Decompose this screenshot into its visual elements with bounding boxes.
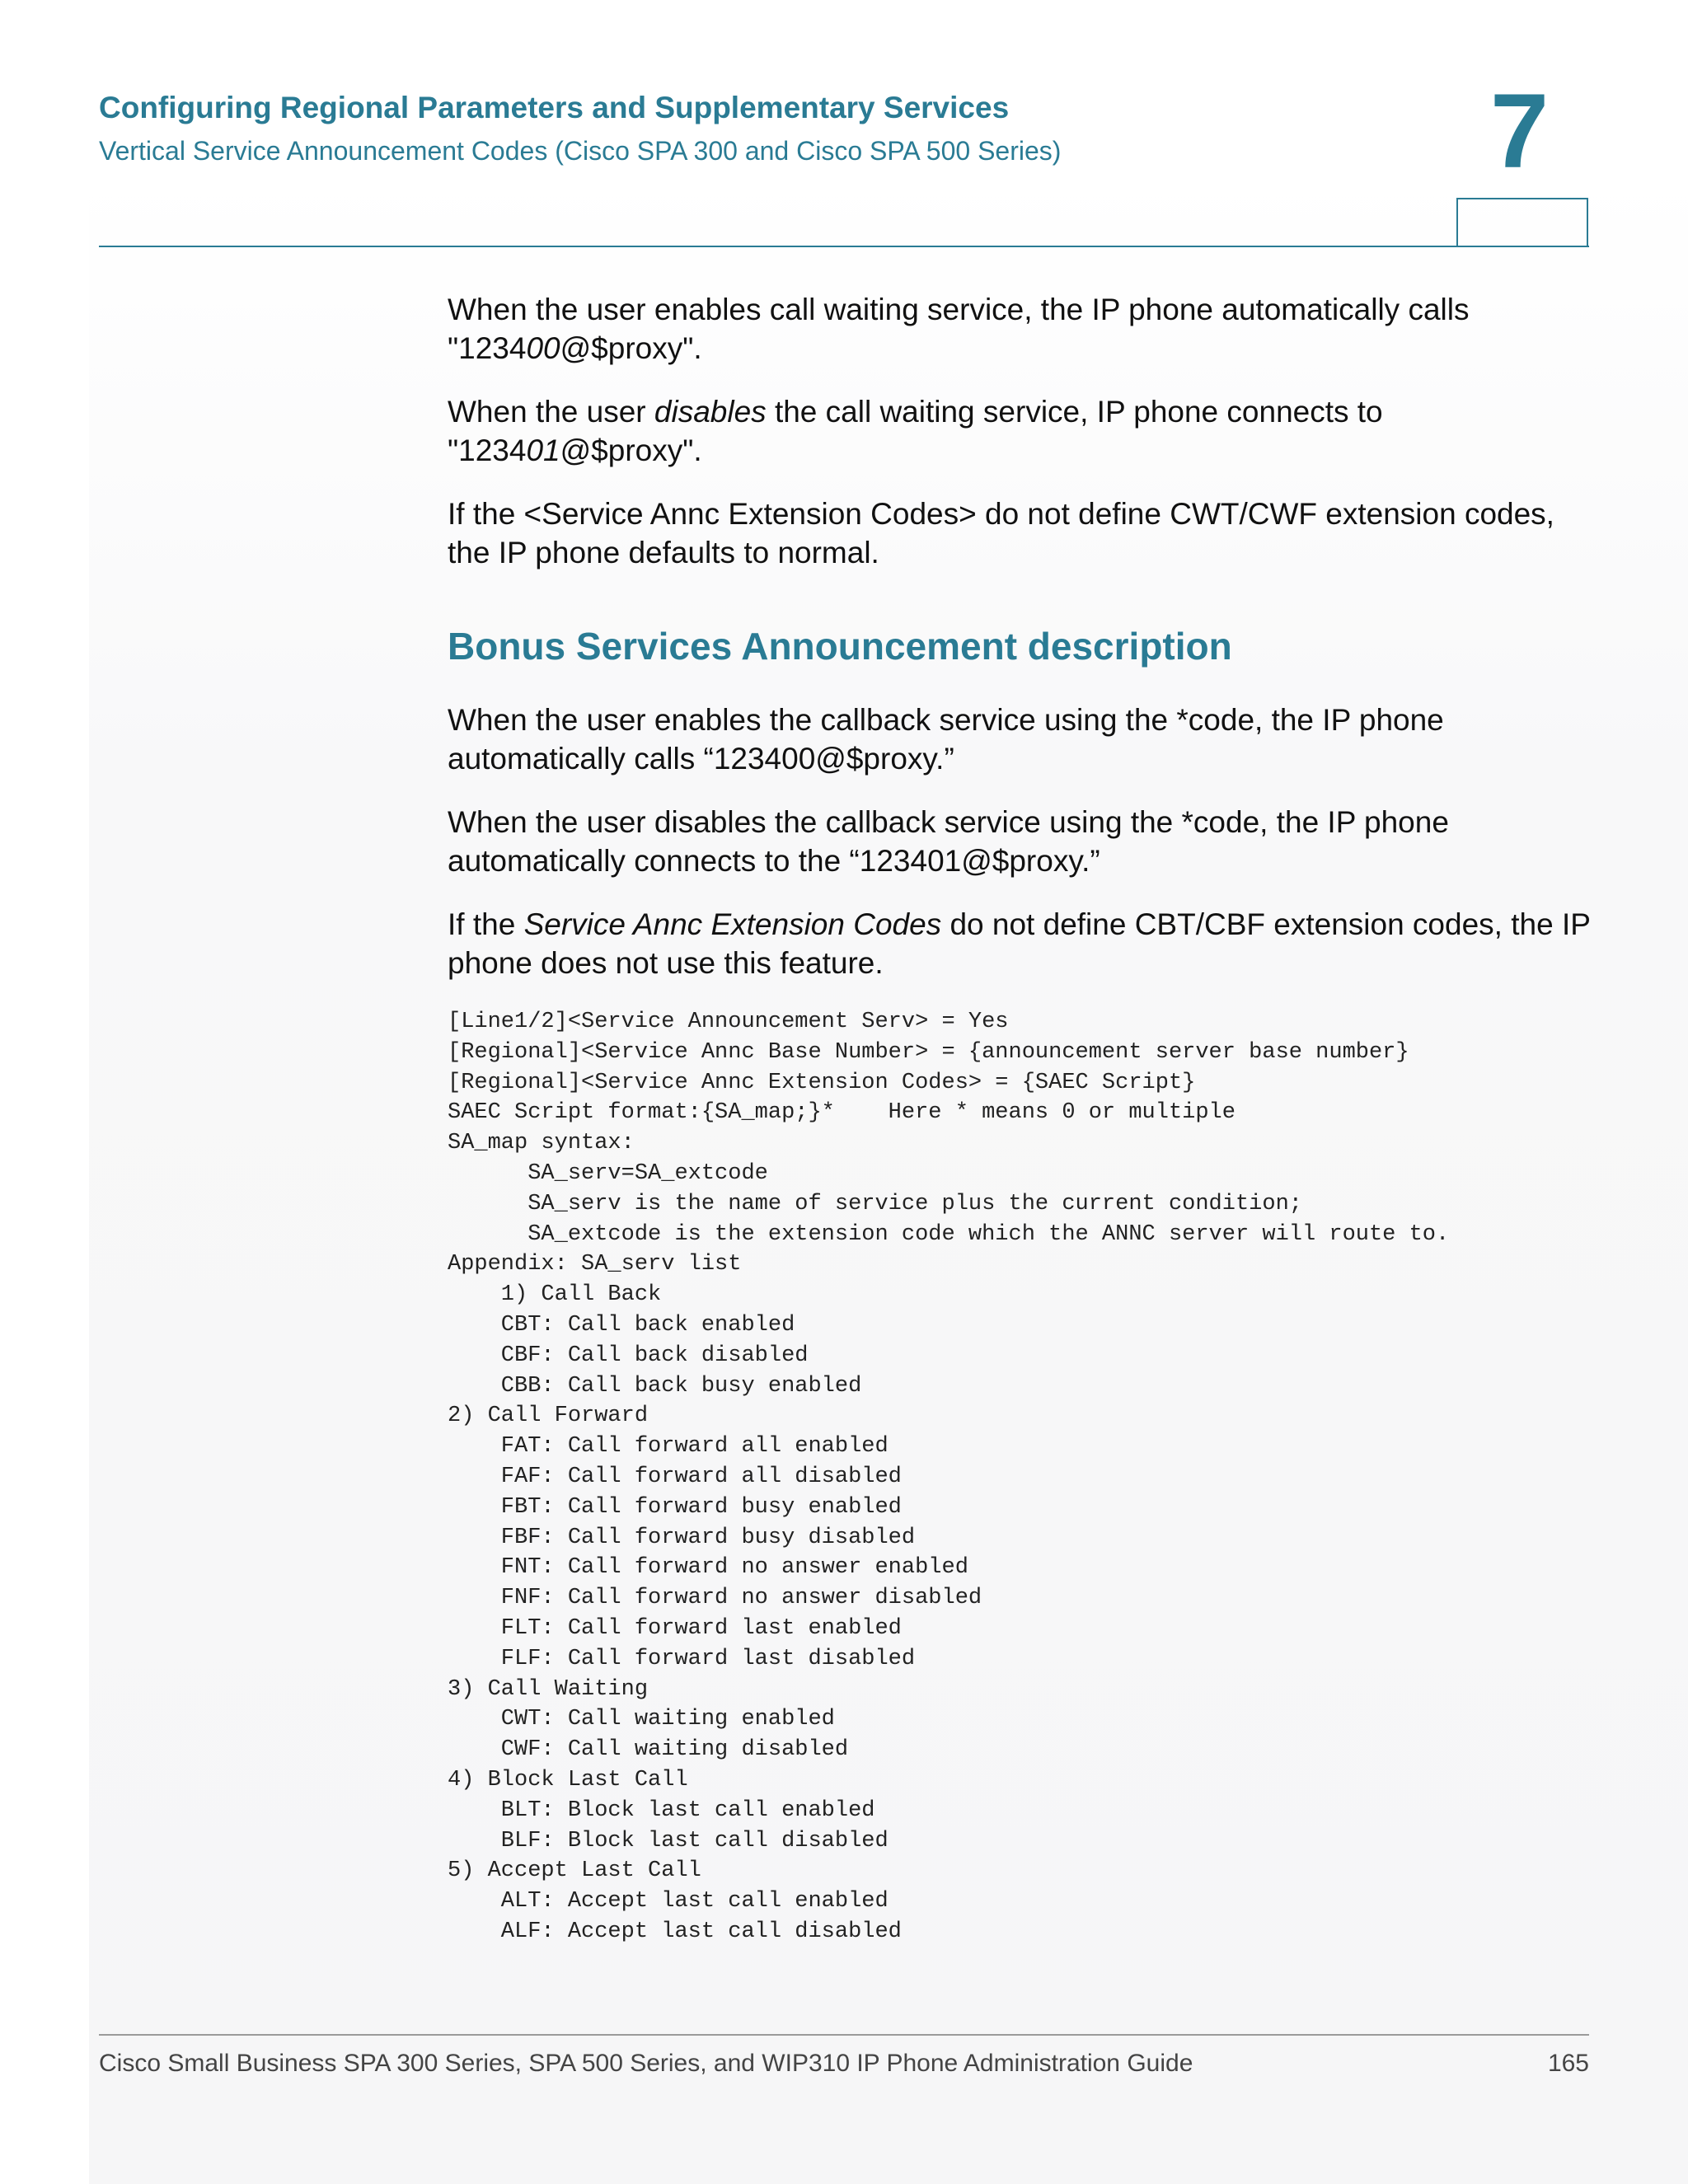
section-p3-lead: If the: [448, 907, 524, 941]
page-number: 165: [1547, 2050, 1589, 2077]
section-paragraph-1: When the user enables the callback service using the *code, the IP phone automatically calls “123400@$proxy.”: [448, 703, 1444, 776]
footer-guide-title: Cisco Small Business SPA 300 Series, SPA 500 Series, and WIP310 IP Phone Administration Guide: [99, 2050, 1193, 2077]
intro-p1-italic: 00: [526, 331, 560, 365]
intro-p1-text: When the user enables call waiting service, the IP phone automatically calls: [448, 293, 1470, 326]
section-paragraph-3: [448, 905, 1593, 982]
footer-divider: [99, 2034, 1589, 2036]
section-title: Vertical Service Announcement Codes (Cisco SPA 300 and Cisco SPA 500 Series): [99, 136, 1062, 166]
config-code-block: [Line1/2]<Service Announcement Serv> = Yes [Regional]<Service Annc Base Number> = {announcement server base number} [Regional]<Service Annc Extension Codes> = {SAEC Script} SAEC Script format:{SA_map;}* Here * means 0 or multiple SA_map syntax: SA_serv=SA_extcode SA_serv is the name of service plus the current condition; SA_extcode is the extension code which the ANNC server will route to. Appendix: SA_serv list 1) Call Back CBT: Call back enabled CBF: Call back disabled CBB: Call back busy enabled 2) Call Forward FAT: Call forward all enabled FAF: Call forward all disabled FBT: Call forward busy enabled FBF: Call forward busy disabled FNT: Call forward no answer enabled FNF: Call forward no answer disabled FLT: Call forward last enabled FLF: Call forward last disabled 3) Call Waiting CWT: Call waiting enabled CWF: Call waiting disabled 4) Block Last Call BLT: Block last call enabled BLF: Block last call disabled 5) Accept Last Call ALT: Accept last call enabled ALF: Accept last call disabled: [448, 1010, 1450, 1944]
section-paragraph-2: When the user disables the callback service using the *code, the IP phone automatically connects to the “123401@$proxy.”: [448, 805, 1449, 878]
chapter-tab-box: [1456, 198, 1588, 246]
intro-p2-tail: @$proxy".: [560, 434, 702, 467]
section-heading: Bonus Services Announcement description: [448, 625, 1232, 668]
intro-paragraph-2: [448, 392, 1593, 470]
intro-paragraph-3: If the <Service Annc Extension Codes> do not define CWT/CWF extension codes, the IP phone defaults to normal.: [448, 497, 1554, 569]
intro-p2-rest: the call waiting service, IP phone connects to: [766, 395, 1383, 429]
intro-p2-italic2: 01: [526, 434, 560, 467]
intro-p1-tail: @$proxy".: [560, 331, 702, 365]
intro-p1-quote: "1234: [448, 331, 527, 365]
chapter-number: 7: [1490, 73, 1550, 190]
intro-p2-lead: When the user: [448, 395, 654, 429]
header-divider: [99, 246, 1589, 247]
page-body: [448, 290, 1593, 1947]
intro-paragraph-1: [448, 290, 1593, 368]
section-p3-italic: Service Annc Extension Codes: [523, 907, 942, 941]
section-p3-rest: do not define CBT/CBF extension codes, the IP phone does not use this feature.: [448, 907, 1591, 980]
chapter-title: Configuring Regional Parameters and Supplementary Services: [99, 91, 1010, 124]
intro-p2-quote: "1234: [448, 434, 527, 467]
intro-p2-italic: disables: [654, 395, 767, 429]
